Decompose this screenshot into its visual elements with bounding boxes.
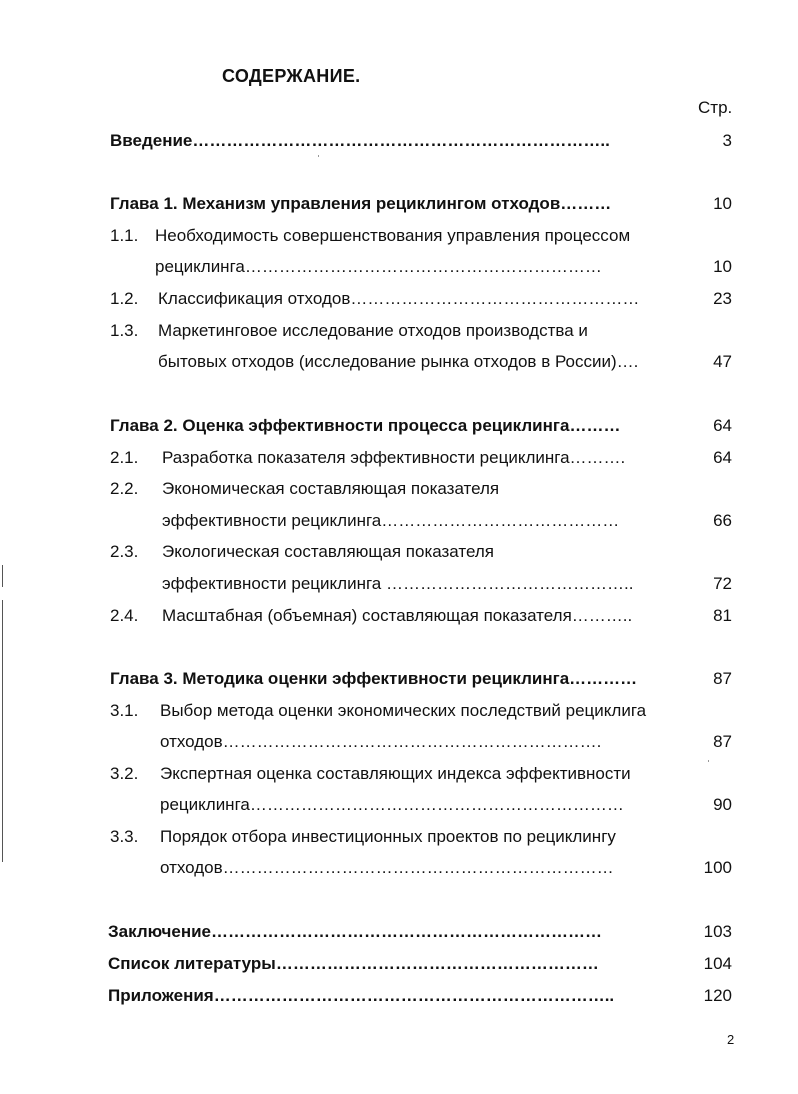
toc-appendices-label: Приложения…………………………………………………………….. [108,986,615,1005]
toc-section-number: 3.1. [110,701,139,720]
toc-section-number: 1.2. [110,289,139,308]
toc-section-title-cont: рециклинга………………………………………………………… [160,795,624,814]
toc-section-title-cont: эффективности рециклинга …………………………………….. [162,574,634,593]
toc-chapter-3-page: 87 [713,669,732,688]
toc-appendices-page: 120 [703,986,732,1005]
toc-chapter-3-heading: Глава 3. Методика оценки эффективности рециклинга………… [110,669,638,688]
toc-section-page: 90 [713,795,732,814]
toc-conclusion-label: Заключение…………………………………………………………… [108,922,602,941]
toc-section-title: Экспертная оценка составляющих индекса эффективности [160,764,631,783]
toc-section-title-cont: отходов…………………………………………………………… [160,858,614,877]
toc-section-title-cont: отходов…………………………………………………………. [160,732,602,751]
toc-bibliography-label: Список литературы………………………………………………… [108,954,599,973]
toc-section-title: Выбор метода оценки экономических последствий рециклига [160,701,647,720]
scan-margin-mark [2,600,3,862]
sheet-number: 2 [727,1032,735,1047]
toc-section-number: 2.3. [110,542,139,561]
toc-intro-label: Введение……………………………………………………………….. [110,131,610,150]
toc-chapter-2-heading: Глава 2. Оценка эффективности процесса рециклинга……… [110,416,621,435]
toc-section-number: 1.3. [110,321,139,340]
toc-section-number: 3.2. [110,764,139,783]
toc-section-page: 72 [713,574,732,593]
toc-section-number: 2.2. [110,479,139,498]
toc-section-title: Экономическая составляющая показателя [162,479,500,498]
scan-speck [318,155,319,157]
toc-section-page: 100 [703,858,732,877]
page-column-label: Стр. [698,98,733,117]
toc-section-page: 66 [713,511,732,530]
toc-section-title: Маркетинговое исследование отходов производства и [158,321,588,340]
toc-chapter-1-heading: Глава 1. Механизм управления рециклингом отходов……… [110,194,612,213]
toc-bibliography-page: 104 [703,954,732,973]
toc-section-number: 3.3. [110,827,139,846]
toc-section-number: 1.1. [110,226,139,245]
toc-section-title: Порядок отбора инвестиционных проектов по рециклингу [160,827,616,846]
toc-section-title-cont: бытовых отходов (исследование рынка отходов в России)…. [158,352,639,371]
toc-section-page: 81 [713,606,732,625]
toc-section-title: Необходимость совершенствования управления процессом [155,226,631,245]
toc-section-title: Масштабная (объемная) составляющая показателя……….. [162,606,633,625]
toc-section-title-cont: рециклинга……………………………………………………… [155,257,602,276]
toc-section-title: Классификация отходов…………………………………………… [158,289,640,308]
toc-chapter-2-page: 64 [713,416,732,435]
toc-section-number: 2.1. [110,448,139,467]
toc-section-page: 10 [713,257,732,276]
toc-intro-page: 3 [722,131,732,150]
toc-section-title: Разработка показателя эффективности рециклинга………. [162,448,626,467]
toc-section-title: Экологическая составляющая показателя [162,542,494,561]
toc-chapter-1-page: 10 [713,194,732,213]
scan-speck [708,760,709,762]
toc-section-title-cont: эффективности рециклинга…………………………………… [162,511,620,530]
toc-section-page: 87 [713,732,732,751]
toc-conclusion-page: 103 [703,922,732,941]
toc-section-page: 64 [713,448,732,467]
toc-section-page: 47 [713,352,732,371]
toc-section-page: 23 [713,289,732,308]
toc-section-number: 2.4. [110,606,139,625]
contents-title: СОДЕРЖАНИЕ. [222,66,361,86]
scan-margin-mark [2,565,3,587]
